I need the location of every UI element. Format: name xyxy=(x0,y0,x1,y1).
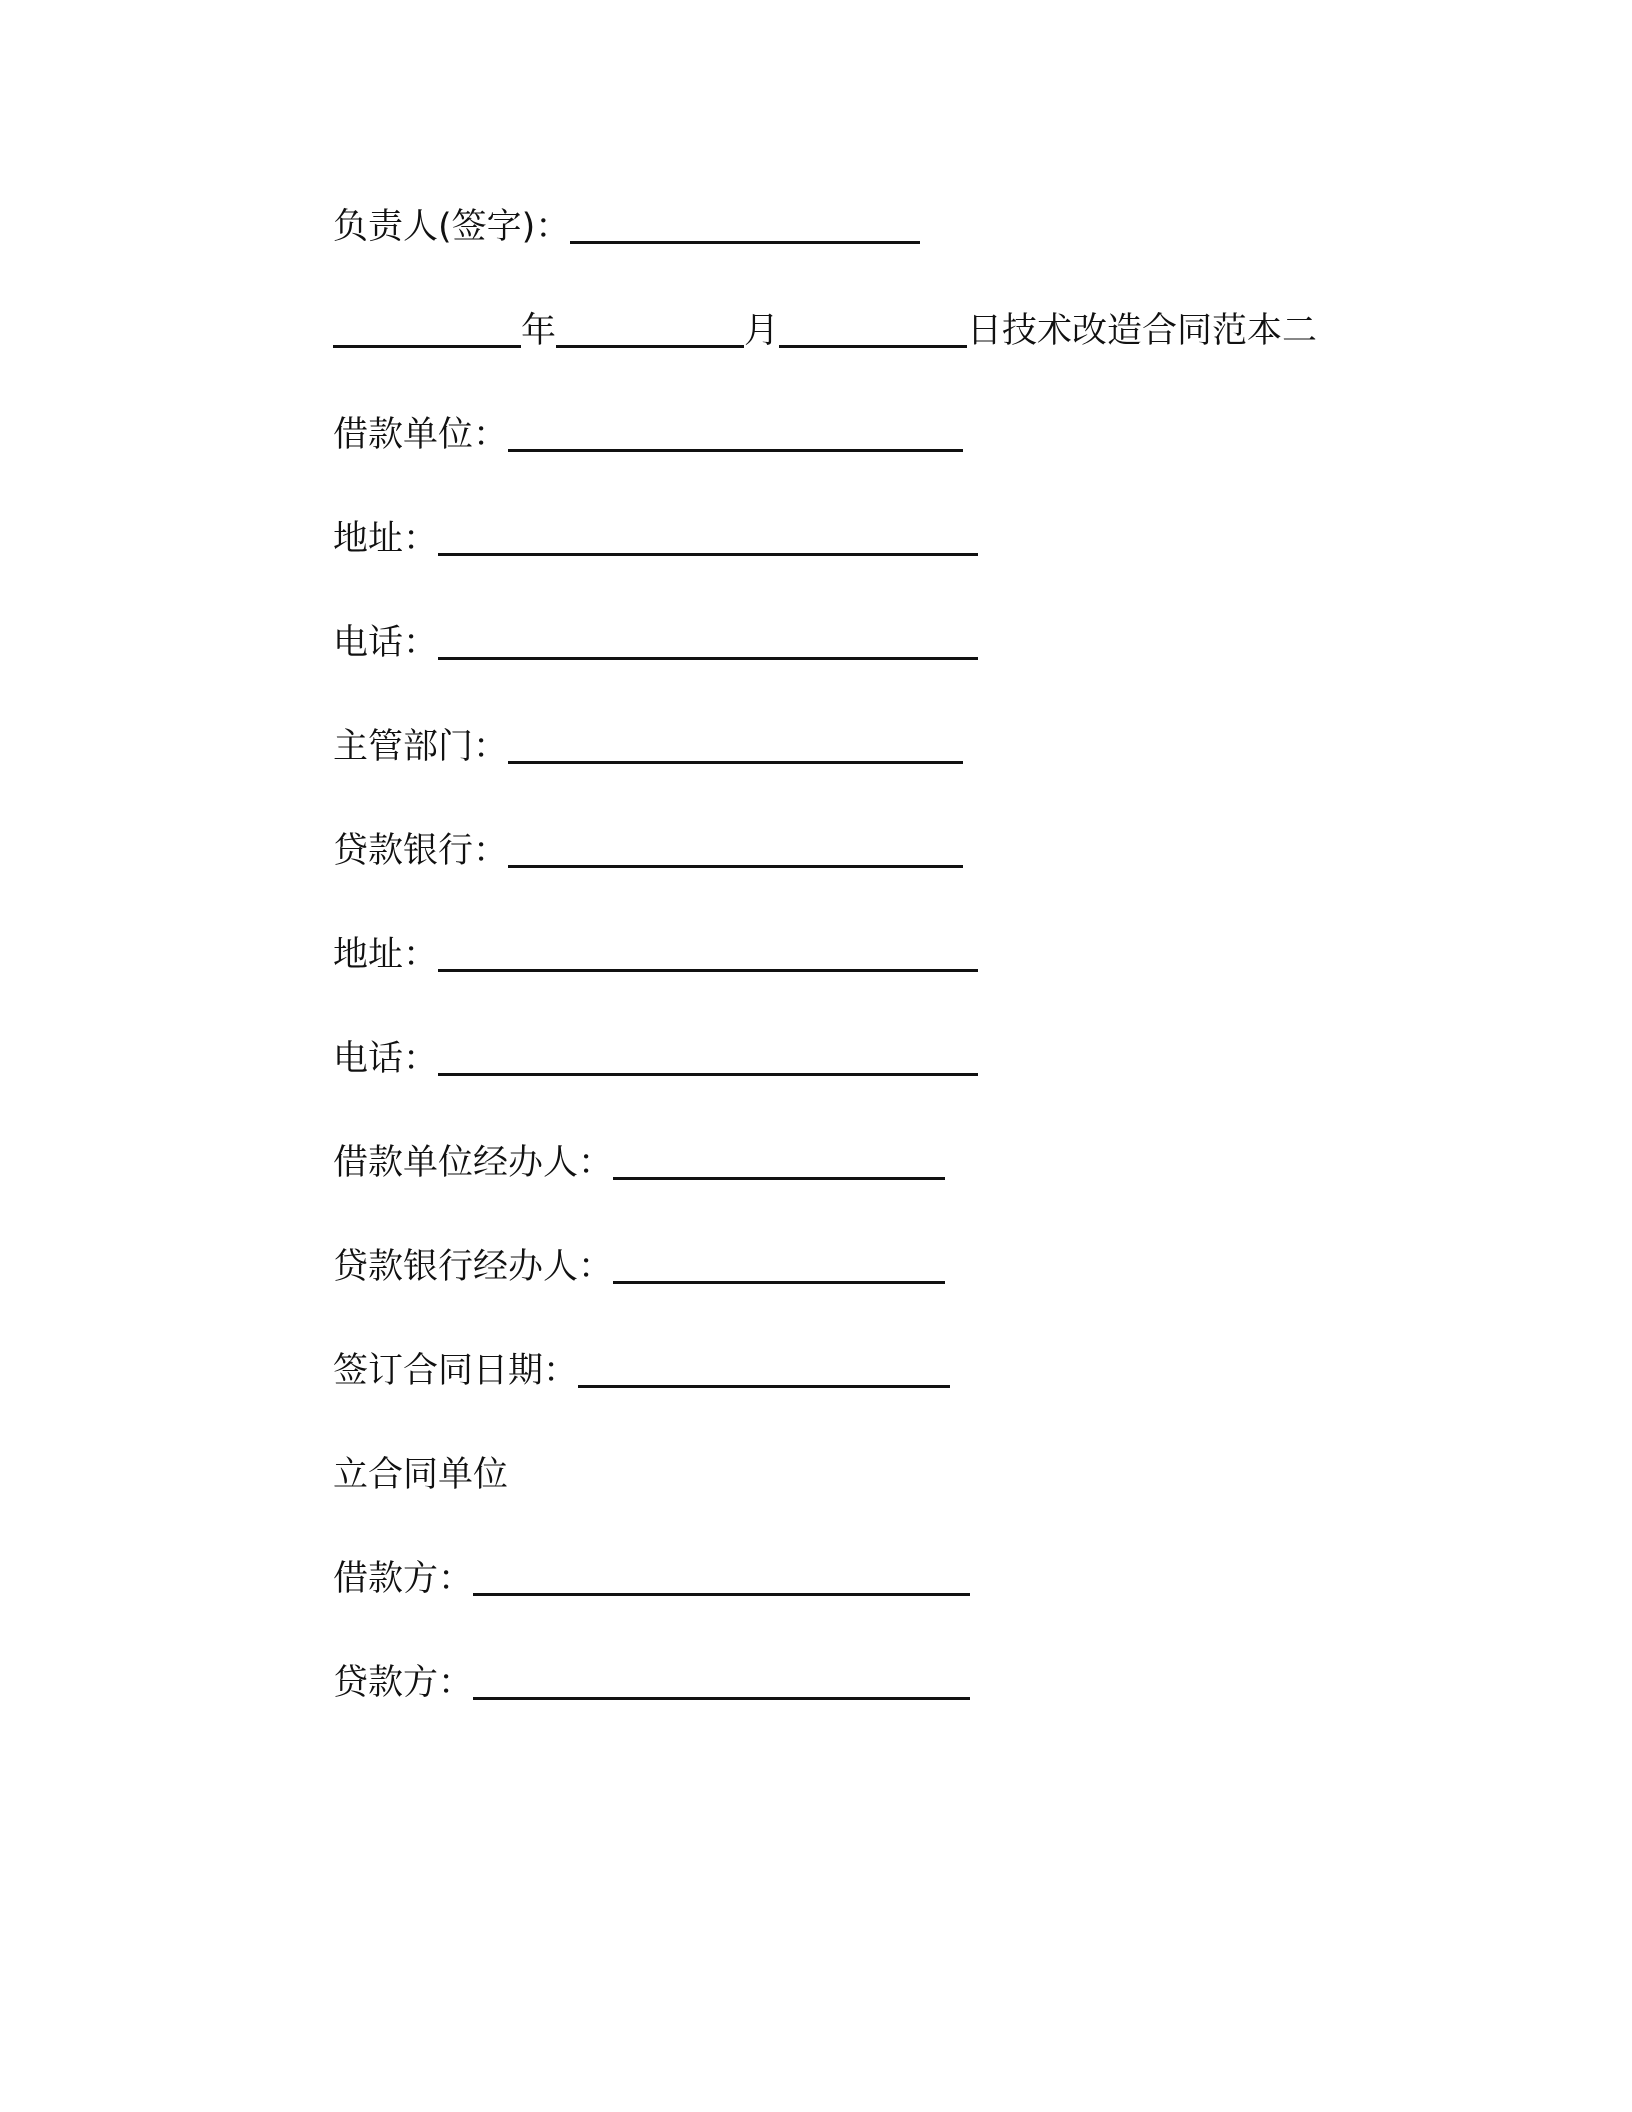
phone-line-1 xyxy=(333,601,978,661)
lender-bank-line xyxy=(333,809,963,869)
borrower-party-label: 借款方： xyxy=(333,1559,474,1599)
contract-parties-label: 立合同单位 xyxy=(333,1455,509,1495)
department-label: 主管部门： xyxy=(333,727,509,767)
date-title-line xyxy=(333,289,1317,349)
month-blank xyxy=(556,313,744,348)
lender-agent-blank xyxy=(613,1249,945,1284)
address-label-1: 地址： xyxy=(333,519,439,559)
year-blank xyxy=(333,313,521,348)
address-blank-2 xyxy=(438,937,978,972)
contract-parties-heading xyxy=(333,1433,508,1493)
signer-blank xyxy=(570,209,920,244)
lender-bank-blank xyxy=(508,833,963,868)
lender-agent-line xyxy=(333,1225,945,1285)
day-blank xyxy=(779,313,967,348)
department-line xyxy=(333,705,963,765)
borrower-unit-label: 借款单位： xyxy=(333,415,509,455)
lender-party-blank xyxy=(473,1665,970,1700)
phone-blank-1 xyxy=(438,625,978,660)
borrower-unit-line xyxy=(333,393,963,453)
sign-date-label: 签订合同日期： xyxy=(333,1351,579,1391)
signer-label: 负责人(签字)： xyxy=(333,207,571,247)
borrower-agent-blank xyxy=(613,1145,945,1180)
address-label-2: 地址： xyxy=(333,935,439,975)
lender-party-line xyxy=(333,1641,970,1701)
borrower-party-line xyxy=(333,1537,970,1597)
day-title-text: 日技术改造合同范本二 xyxy=(967,311,1318,351)
signer-line xyxy=(333,185,920,245)
phone-label-2: 电话： xyxy=(333,1039,439,1079)
borrower-agent-label: 借款单位经办人： xyxy=(333,1143,614,1183)
lender-bank-label: 贷款银行： xyxy=(333,831,509,871)
address-line-1 xyxy=(333,497,978,557)
sign-date-blank xyxy=(578,1353,950,1388)
borrower-party-blank xyxy=(473,1561,970,1596)
month-label: 月 xyxy=(744,311,780,351)
lender-party-label: 贷款方： xyxy=(333,1663,474,1703)
sign-date-line xyxy=(333,1329,950,1389)
address-line-2 xyxy=(333,913,978,973)
phone-line-2 xyxy=(333,1017,978,1077)
borrower-agent-line xyxy=(333,1121,945,1181)
phone-blank-2 xyxy=(438,1041,978,1076)
phone-label-1: 电话： xyxy=(333,623,439,663)
department-blank xyxy=(508,729,963,764)
lender-agent-label: 贷款银行经办人： xyxy=(333,1247,614,1287)
address-blank-1 xyxy=(438,521,978,556)
borrower-unit-blank xyxy=(508,417,963,452)
year-label: 年 xyxy=(521,311,557,351)
